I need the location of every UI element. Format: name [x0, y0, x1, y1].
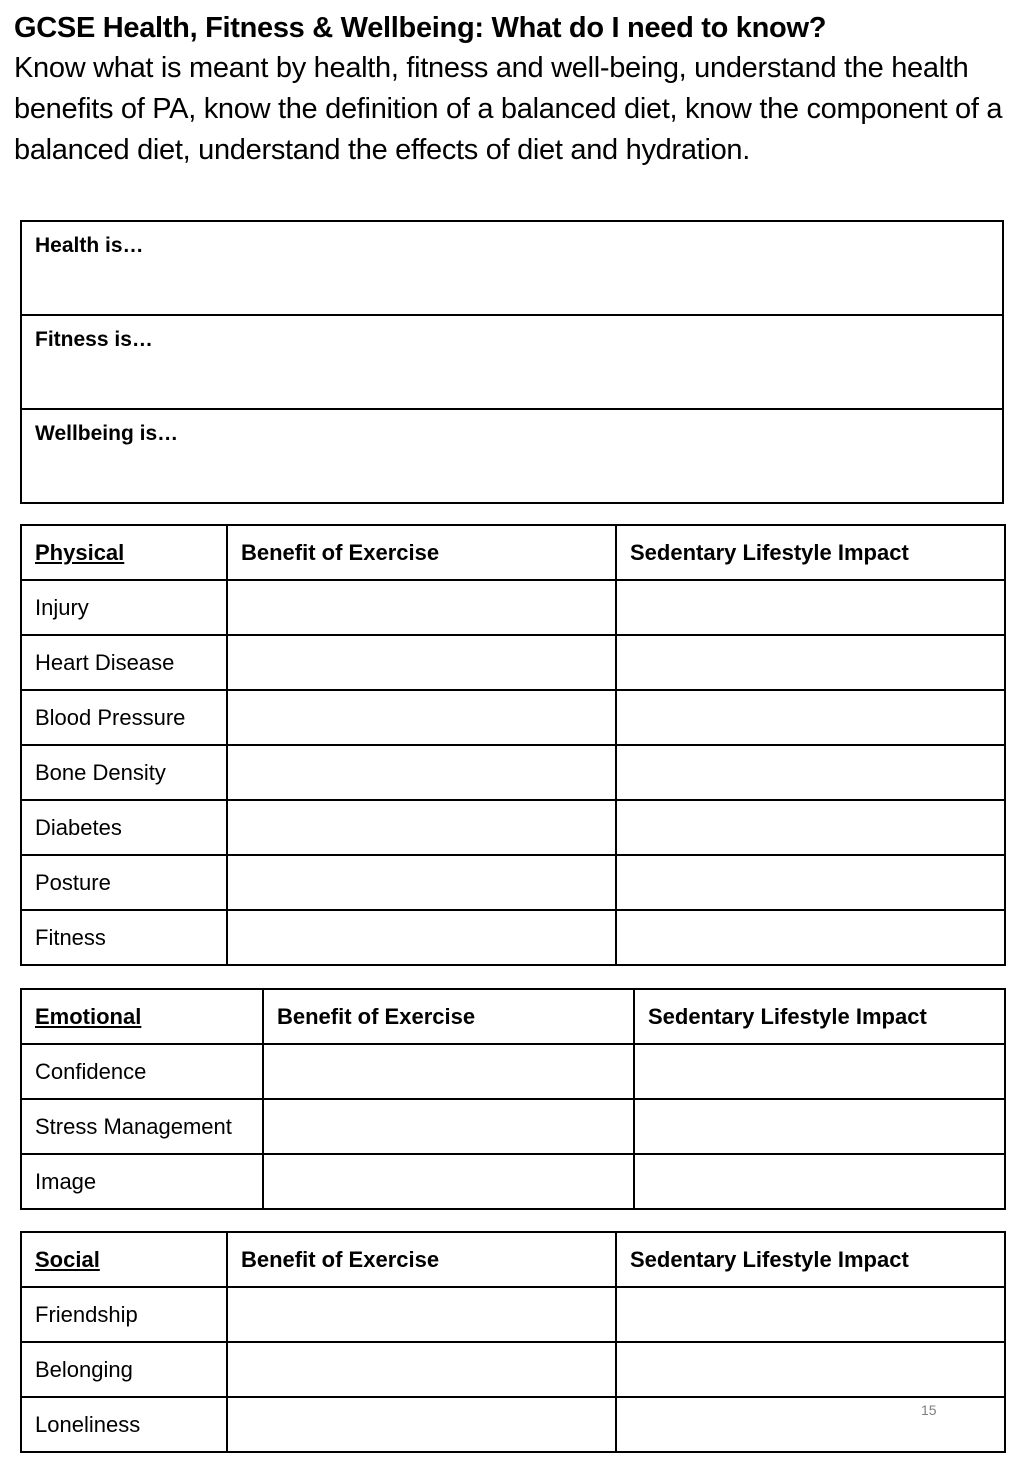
benefit-cell[interactable] [227, 855, 616, 910]
table-row [21, 745, 1005, 800]
benefit-cell[interactable] [227, 1397, 616, 1452]
benefit-cell[interactable] [227, 800, 616, 855]
table-row [21, 690, 1005, 745]
social-table [20, 1231, 1006, 1453]
social-heading: Social [21, 1232, 227, 1287]
table-row [21, 1397, 1005, 1452]
benefit-header: Benefit of Exercise [263, 989, 634, 1044]
benefit-cell[interactable] [227, 635, 616, 690]
definition-health[interactable]: Health is… [21, 221, 1003, 315]
sedentary-cell[interactable] [616, 580, 1005, 635]
intro-text: Know what is meant by health, fitness and well-being, understand the health benefits of PA, know the definition of a balanced diet, know the component of a balanced diet, understand the effects of diet and hydration. [14, 52, 1003, 166]
sedentary-cell[interactable] [634, 1154, 1005, 1209]
sedentary-cell[interactable] [616, 910, 1005, 965]
sedentary-cell[interactable] [616, 1342, 1005, 1397]
definition-fitness[interactable]: Fitness is… [21, 315, 1003, 409]
table-row [21, 1154, 1005, 1209]
sedentary-cell[interactable] [616, 1287, 1005, 1342]
definition-wellbeing[interactable]: Wellbeing is… [21, 409, 1003, 503]
benefit-cell[interactable] [227, 690, 616, 745]
benefit-cell[interactable] [263, 1099, 634, 1154]
page-title: GCSE Health, Fitness & Wellbeing: What do I need to know? [14, 12, 827, 44]
sedentary-cell[interactable] [616, 745, 1005, 800]
emotional-heading: Emotional [21, 989, 263, 1044]
table-row [21, 910, 1005, 965]
table-row [21, 1099, 1005, 1154]
row-label: Image [21, 1154, 263, 1209]
row-label: Blood Pressure [21, 690, 227, 745]
sedentary-header: Sedentary Lifestyle Impact [616, 525, 1005, 580]
sedentary-cell[interactable] [616, 855, 1005, 910]
row-label: Fitness [21, 910, 227, 965]
benefit-cell[interactable] [227, 1287, 616, 1342]
row-label: Bone Density [21, 745, 227, 800]
table-row [21, 1342, 1005, 1397]
benefit-cell[interactable] [227, 1342, 616, 1397]
row-label: Injury [21, 580, 227, 635]
sedentary-cell[interactable] [634, 1099, 1005, 1154]
sedentary-cell[interactable] [616, 635, 1005, 690]
physical-heading: Physical [21, 525, 227, 580]
row-label: Loneliness [21, 1397, 227, 1452]
row-label: Stress Management [21, 1099, 263, 1154]
table-row [21, 800, 1005, 855]
benefit-cell[interactable] [227, 745, 616, 800]
sedentary-header: Sedentary Lifestyle Impact [634, 989, 1005, 1044]
benefit-cell[interactable] [263, 1154, 634, 1209]
sedentary-cell[interactable] [616, 1397, 1005, 1452]
table-row [21, 855, 1005, 910]
sedentary-cell[interactable] [616, 800, 1005, 855]
benefit-cell[interactable] [227, 580, 616, 635]
row-label: Friendship [21, 1287, 227, 1342]
row-label: Belonging [21, 1342, 227, 1397]
benefit-cell[interactable] [227, 910, 616, 965]
benefit-header: Benefit of Exercise [227, 1232, 616, 1287]
sedentary-header: Sedentary Lifestyle Impact [616, 1232, 1005, 1287]
row-label: Diabetes [21, 800, 227, 855]
row-label: Confidence [21, 1044, 263, 1099]
row-label: Posture [21, 855, 227, 910]
definitions-table [20, 220, 1004, 504]
row-label: Heart Disease [21, 635, 227, 690]
page-number: 15 [921, 1402, 937, 1418]
table-row [21, 580, 1005, 635]
sedentary-cell[interactable] [634, 1044, 1005, 1099]
sedentary-cell[interactable] [616, 690, 1005, 745]
physical-table [20, 524, 1006, 966]
table-row [21, 1287, 1005, 1342]
table-row [21, 1044, 1005, 1099]
table-row [21, 635, 1005, 690]
benefit-cell[interactable] [263, 1044, 634, 1099]
benefit-header: Benefit of Exercise [227, 525, 616, 580]
emotional-table [20, 988, 1006, 1210]
